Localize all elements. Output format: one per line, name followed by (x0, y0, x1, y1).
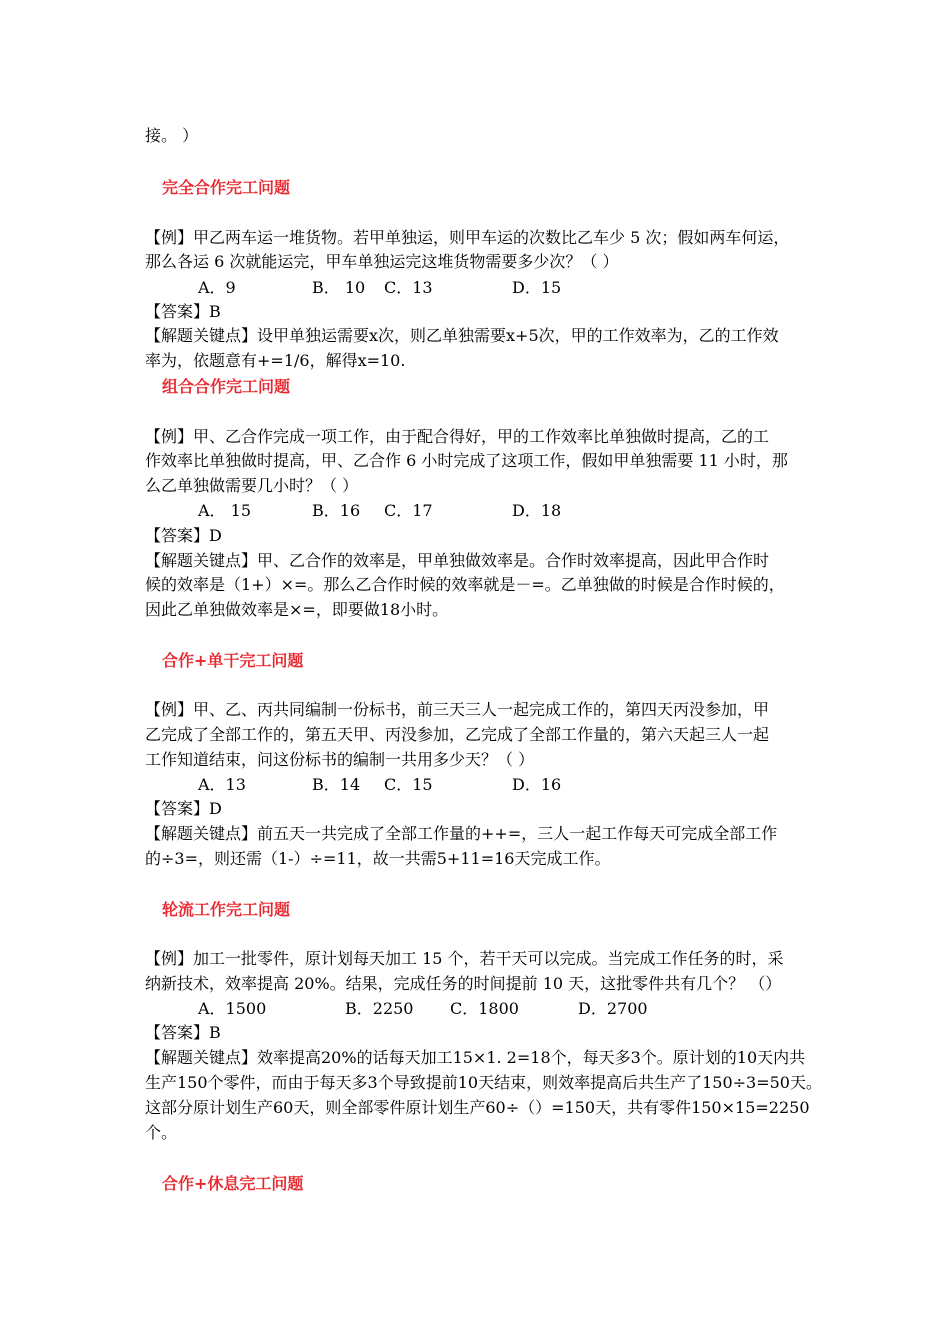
solution-line: 【解题关键点】效率提高20%的话每天加工15×1. 2=18个，每天多3个。原计划的10天内共 (145, 1048, 806, 1067)
option-b: B．14 (312, 775, 361, 794)
solution-line: 【解题关键点】设甲单独运需要x次，则乙单独需要x+5次，甲的工作效率为，乙的工作效 (145, 326, 779, 345)
question-line: 【例】甲乙两车运一堆货物。若甲单独运，则甲车运的次数比乙车少 5 次；假如两车何运， (145, 228, 790, 247)
question-line: 那么各运 6 次就能运完，甲车单独运完这堆货物需要多少次？（ ） (145, 252, 619, 271)
option-b: B．2250 (345, 999, 414, 1018)
solution-line: 个。 (145, 1123, 178, 1142)
option-b: B． 10 (312, 278, 366, 297)
question-line: 【例】甲、乙合作完成一项工作，由于配合得好，甲的工作效率比单独做时提高，乙的工 (145, 427, 770, 446)
option-a: A．1500 (198, 999, 267, 1018)
question-line: 么乙单独做需要几小时？（ ） (145, 476, 359, 495)
section-heading-alternating-work: 轮流工作完工问题 (162, 900, 291, 919)
question-line: 工作知道结束，问这份标书的编制一共用多少天？（ ） (145, 750, 535, 769)
option-a: A． 15 (198, 501, 252, 520)
answer-line: 【答案】D (145, 526, 222, 545)
solution-line: 【解题关键点】甲、乙合作的效率是，甲单独做效率是。合作时效率提高，因此甲合作时 (145, 551, 770, 570)
solution-line: 【解题关键点】前五天一共完成了全部工作量的++=，三人一起工作每天可完成全部工作 (145, 824, 778, 843)
solution-line: 这部分原计划生产60天，则全部零件原计划生产60÷（）=150天，共有零件150×15=2250 (145, 1098, 810, 1117)
section-heading-cooperation-plus-rest: 合作+休息完工问题 (162, 1174, 304, 1193)
question-line: 作效率比单独做时提高，甲、乙合作 6 小时完成了这项工作，假如甲单独需要 11 小时，那 (145, 451, 788, 470)
option-c: C．1800 (450, 999, 519, 1018)
answer-line: 【答案】B (145, 302, 221, 321)
solution-line: 的÷3=，则还需（1-）÷=11，故一共需5+11=16天完成工作。 (145, 849, 611, 868)
solution-line: 率为，依题意有+=1/6，解得x=10. (145, 351, 406, 370)
solution-line: 生产150个零件，而由于每天多3个导致提前10天结束，则效率提高后共生产了150÷3=50天。 (145, 1073, 822, 1092)
question-line: 【例】甲、乙、丙共同编制一份标书，前三天三人一起完成工作的，第四天丙没参加，甲 (145, 700, 770, 719)
solution-line: 因此乙单独做效率是×=，即要做18小时。 (145, 600, 449, 619)
answer-line: 【答案】D (145, 799, 222, 818)
intro-tail-text: 接。 ） (145, 126, 199, 145)
question-line: 【例】加工一批零件，原计划每天加工 15 个，若干天可以完成。当完成工作任务的时，采 (145, 949, 784, 968)
option-d: D．18 (512, 501, 562, 520)
option-d: D．16 (512, 775, 562, 794)
solution-line: 候的效率是（1+）×=。那么乙合作时候的效率就是－=。乙单独做的时候是合作时候的， (145, 575, 785, 594)
section-heading-combined-cooperation: 组合合作完工问题 (162, 377, 291, 396)
section-heading-full-cooperation: 完全合作完工问题 (162, 178, 291, 197)
answer-line: 【答案】B (145, 1023, 221, 1042)
option-d: D．15 (512, 278, 562, 297)
option-b: B．16 (312, 501, 361, 520)
question-line: 纳新技术，效率提高 20%。结果，完成任务的时间提前 10 天，这批零件共有几个？ （） (145, 974, 782, 993)
option-a: A．9 (198, 278, 236, 297)
option-a: A．13 (198, 775, 246, 794)
option-c: C．17 (384, 501, 433, 520)
section-heading-cooperation-plus-solo: 合作+单干完工问题 (162, 651, 304, 670)
option-d: D．2700 (578, 999, 648, 1018)
question-line: 乙完成了全部工作的，第五天甲、丙没参加，乙完成了全部工作量的，第六天起三人一起 (145, 725, 770, 744)
option-c: C．13 (384, 278, 433, 297)
option-c: C．15 (384, 775, 433, 794)
